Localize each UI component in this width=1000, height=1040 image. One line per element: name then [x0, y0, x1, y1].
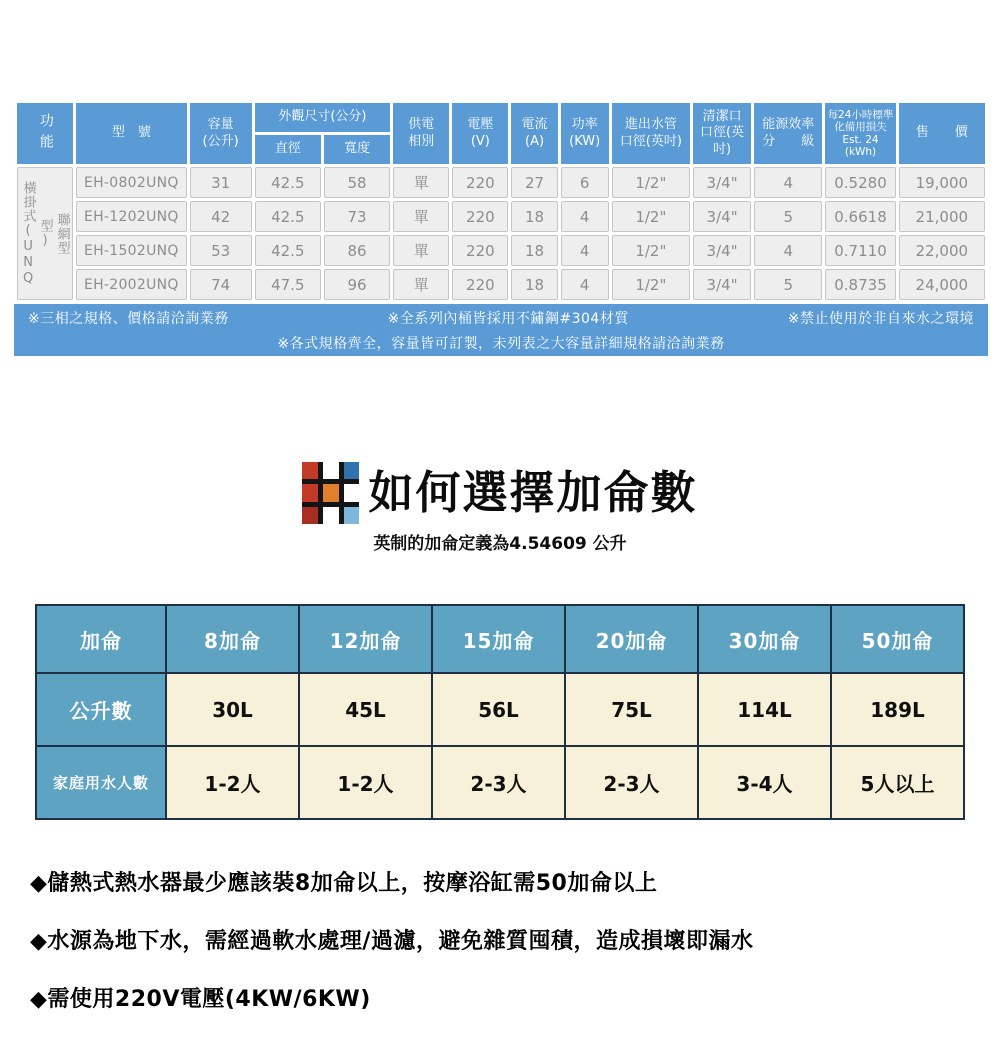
logo-cell: [344, 484, 360, 501]
spec-row: [17, 269, 985, 300]
col-header-diameter: 直徑: [255, 135, 321, 164]
gallon-cell: 114L: [698, 673, 831, 746]
gallon-cell: 1-2人: [166, 746, 299, 819]
cell-voltage: 220: [452, 269, 508, 300]
logo-cell: [344, 462, 360, 479]
cell-model: EH-1502UNQ: [76, 235, 186, 266]
cell-inlet: 1/2": [612, 269, 690, 300]
col-header-dimensions: 外觀尺寸(公分): [255, 103, 390, 132]
col-header-capacity: 容量 (公升): [190, 103, 252, 164]
cell-width: 86: [324, 235, 390, 266]
cell-energy: 4: [754, 235, 822, 266]
notes-line: [28, 308, 974, 328]
cell-current: 27: [511, 167, 557, 198]
gallon-cell: 30L: [166, 673, 299, 746]
gallon-people-row: [36, 746, 964, 819]
brand-grid-logo-icon: [302, 462, 359, 524]
note-text: ※全系列內桶皆採用不鏽鋼#304材質: [387, 310, 629, 327]
cell-standby: 0.6618: [825, 201, 895, 232]
cell-phase: 單: [393, 235, 449, 266]
gallon-cell: 56L: [432, 673, 565, 746]
cell-standby: 0.7110: [825, 235, 895, 266]
bullet-note: ◆儲熱式熱水器最少應該裝8加侖以上，按摩浴缸需50加侖以上: [30, 871, 658, 896]
gallon-table: [35, 604, 965, 820]
logo-cell: [323, 484, 339, 501]
category-cell: 橫掛式(UNQ型) 聯網型: [17, 167, 73, 300]
note-text: ※三相之規格、價格請洽詢業務: [28, 310, 229, 327]
cell-width: 73: [324, 201, 390, 232]
cell-capacity: 42: [190, 201, 252, 232]
gallon-row-label: 公升數: [36, 673, 166, 746]
cell-standby: 0.8735: [825, 269, 895, 300]
cell-energy: 5: [754, 201, 822, 232]
cell-capacity: 31: [190, 167, 252, 198]
bullet-note: ◆需使用220V電壓(4KW/6KW): [30, 987, 371, 1012]
gallon-header-row: [36, 605, 964, 673]
logo-cell: [344, 507, 360, 524]
spec-table: [14, 100, 988, 303]
cell-phase: 單: [393, 201, 449, 232]
cell-standby: 0.5280: [825, 167, 895, 198]
col-header-energy: 能源效率 分 級: [754, 103, 822, 164]
cell-diameter: 42.5: [255, 167, 321, 198]
cell-current: 18: [511, 269, 557, 300]
gallon-cell: 2-3人: [565, 746, 698, 819]
logo-cell: [302, 484, 318, 501]
gallon-col-header: 50加侖: [831, 605, 964, 673]
cell-diameter: 47.5: [255, 269, 321, 300]
col-header-current: 電流 (A): [511, 103, 557, 164]
col-header-model: 型 號: [76, 103, 186, 164]
cell-inlet: 1/2": [612, 235, 690, 266]
cell-energy: 5: [754, 269, 822, 300]
cell-clean: 3/4": [693, 201, 751, 232]
col-header-price: 售 價: [899, 103, 985, 164]
col-header-phase: 供電 相別: [393, 103, 449, 164]
cell-width: 96: [324, 269, 390, 300]
cell-clean: 3/4": [693, 235, 751, 266]
cell-energy: 4: [754, 167, 822, 198]
cell-price: 22,000: [899, 235, 985, 266]
spec-table-section: [14, 100, 988, 356]
cell-capacity: 74: [190, 269, 252, 300]
cell-inlet: 1/2": [612, 201, 690, 232]
cell-voltage: 220: [452, 235, 508, 266]
gallon-cell: 3-4人: [698, 746, 831, 819]
logo-cell: [323, 462, 339, 479]
spec-row: [17, 201, 985, 232]
logo-cell: [302, 507, 318, 524]
logo-cell: [323, 507, 339, 524]
gallon-cell: 5人以上: [831, 746, 964, 819]
cell-model: EH-2002UNQ: [76, 269, 186, 300]
gallon-cell: 45L: [299, 673, 432, 746]
gallon-col-header: 20加侖: [565, 605, 698, 673]
spec-row: [17, 167, 985, 198]
col-header-power: 功率 (KW): [561, 103, 609, 164]
logo-cell: [302, 462, 318, 479]
cell-current: 18: [511, 235, 557, 266]
col-header-standby: 每24小時標準 化備用損失 Est. 24 (kWh): [825, 103, 895, 164]
gallon-col-header: 30加侖: [698, 605, 831, 673]
cell-clean: 3/4": [693, 167, 751, 198]
page-subtitle: 英制的加侖定義為4.54609 公升: [373, 534, 627, 554]
cell-capacity: 53: [190, 235, 252, 266]
gallon-col-header: 12加侖: [299, 605, 432, 673]
cell-diameter: 42.5: [255, 201, 321, 232]
cell-power: 4: [561, 269, 609, 300]
spec-row: [17, 235, 985, 266]
note-text: ※各式規格齊全，容量皆可訂製，未列表之大容量詳細規格請洽詢業務: [277, 335, 725, 352]
note-text: ※禁止使用於非自來水之環境: [787, 310, 974, 327]
cell-model: EH-1202UNQ: [76, 201, 186, 232]
gallon-corner-label: 加侖: [36, 605, 166, 673]
page-title: 如何選擇加侖數: [368, 466, 698, 520]
gallon-cell: 1-2人: [299, 746, 432, 819]
col-header-voltage: 電壓 (V): [452, 103, 508, 164]
gallon-col-header: 8加侖: [166, 605, 299, 673]
notes-band: [14, 304, 988, 356]
cell-inlet: 1/2": [612, 167, 690, 198]
col-header-clean: 清潔口 口徑(英吋): [693, 103, 751, 164]
section-title-block: [0, 462, 1000, 554]
cell-power: 4: [561, 201, 609, 232]
gallon-cell: 75L: [565, 673, 698, 746]
gallon-col-header: 15加侖: [432, 605, 565, 673]
col-header-function: 功能: [17, 103, 73, 164]
gallon-row-label: 家庭用水人數: [36, 746, 166, 819]
cell-phase: 單: [393, 167, 449, 198]
cell-model: EH-0802UNQ: [76, 167, 186, 198]
cell-price: 24,000: [899, 269, 985, 300]
col-header-inlet: 進出水管 口徑(英吋): [612, 103, 690, 164]
cell-voltage: 220: [452, 167, 508, 198]
bullet-note: ◆水源為地下水，需經過軟水處理/過濾，避免雜質囤積，造成損壞即漏水: [30, 929, 754, 954]
cell-width: 58: [324, 167, 390, 198]
gallon-liters-row: [36, 673, 964, 746]
cell-voltage: 220: [452, 201, 508, 232]
cell-power: 4: [561, 235, 609, 266]
cell-diameter: 42.5: [255, 235, 321, 266]
cell-price: 19,000: [899, 167, 985, 198]
bullet-notes: [30, 866, 753, 1040]
cell-power: 6: [561, 167, 609, 198]
cell-clean: 3/4": [693, 269, 751, 300]
cell-current: 18: [511, 201, 557, 232]
gallon-table-section: [35, 604, 965, 820]
col-header-width: 寬度: [324, 135, 390, 164]
cell-phase: 單: [393, 269, 449, 300]
gallon-cell: 2-3人: [432, 746, 565, 819]
cell-price: 21,000: [899, 201, 985, 232]
gallon-cell: 189L: [831, 673, 964, 746]
